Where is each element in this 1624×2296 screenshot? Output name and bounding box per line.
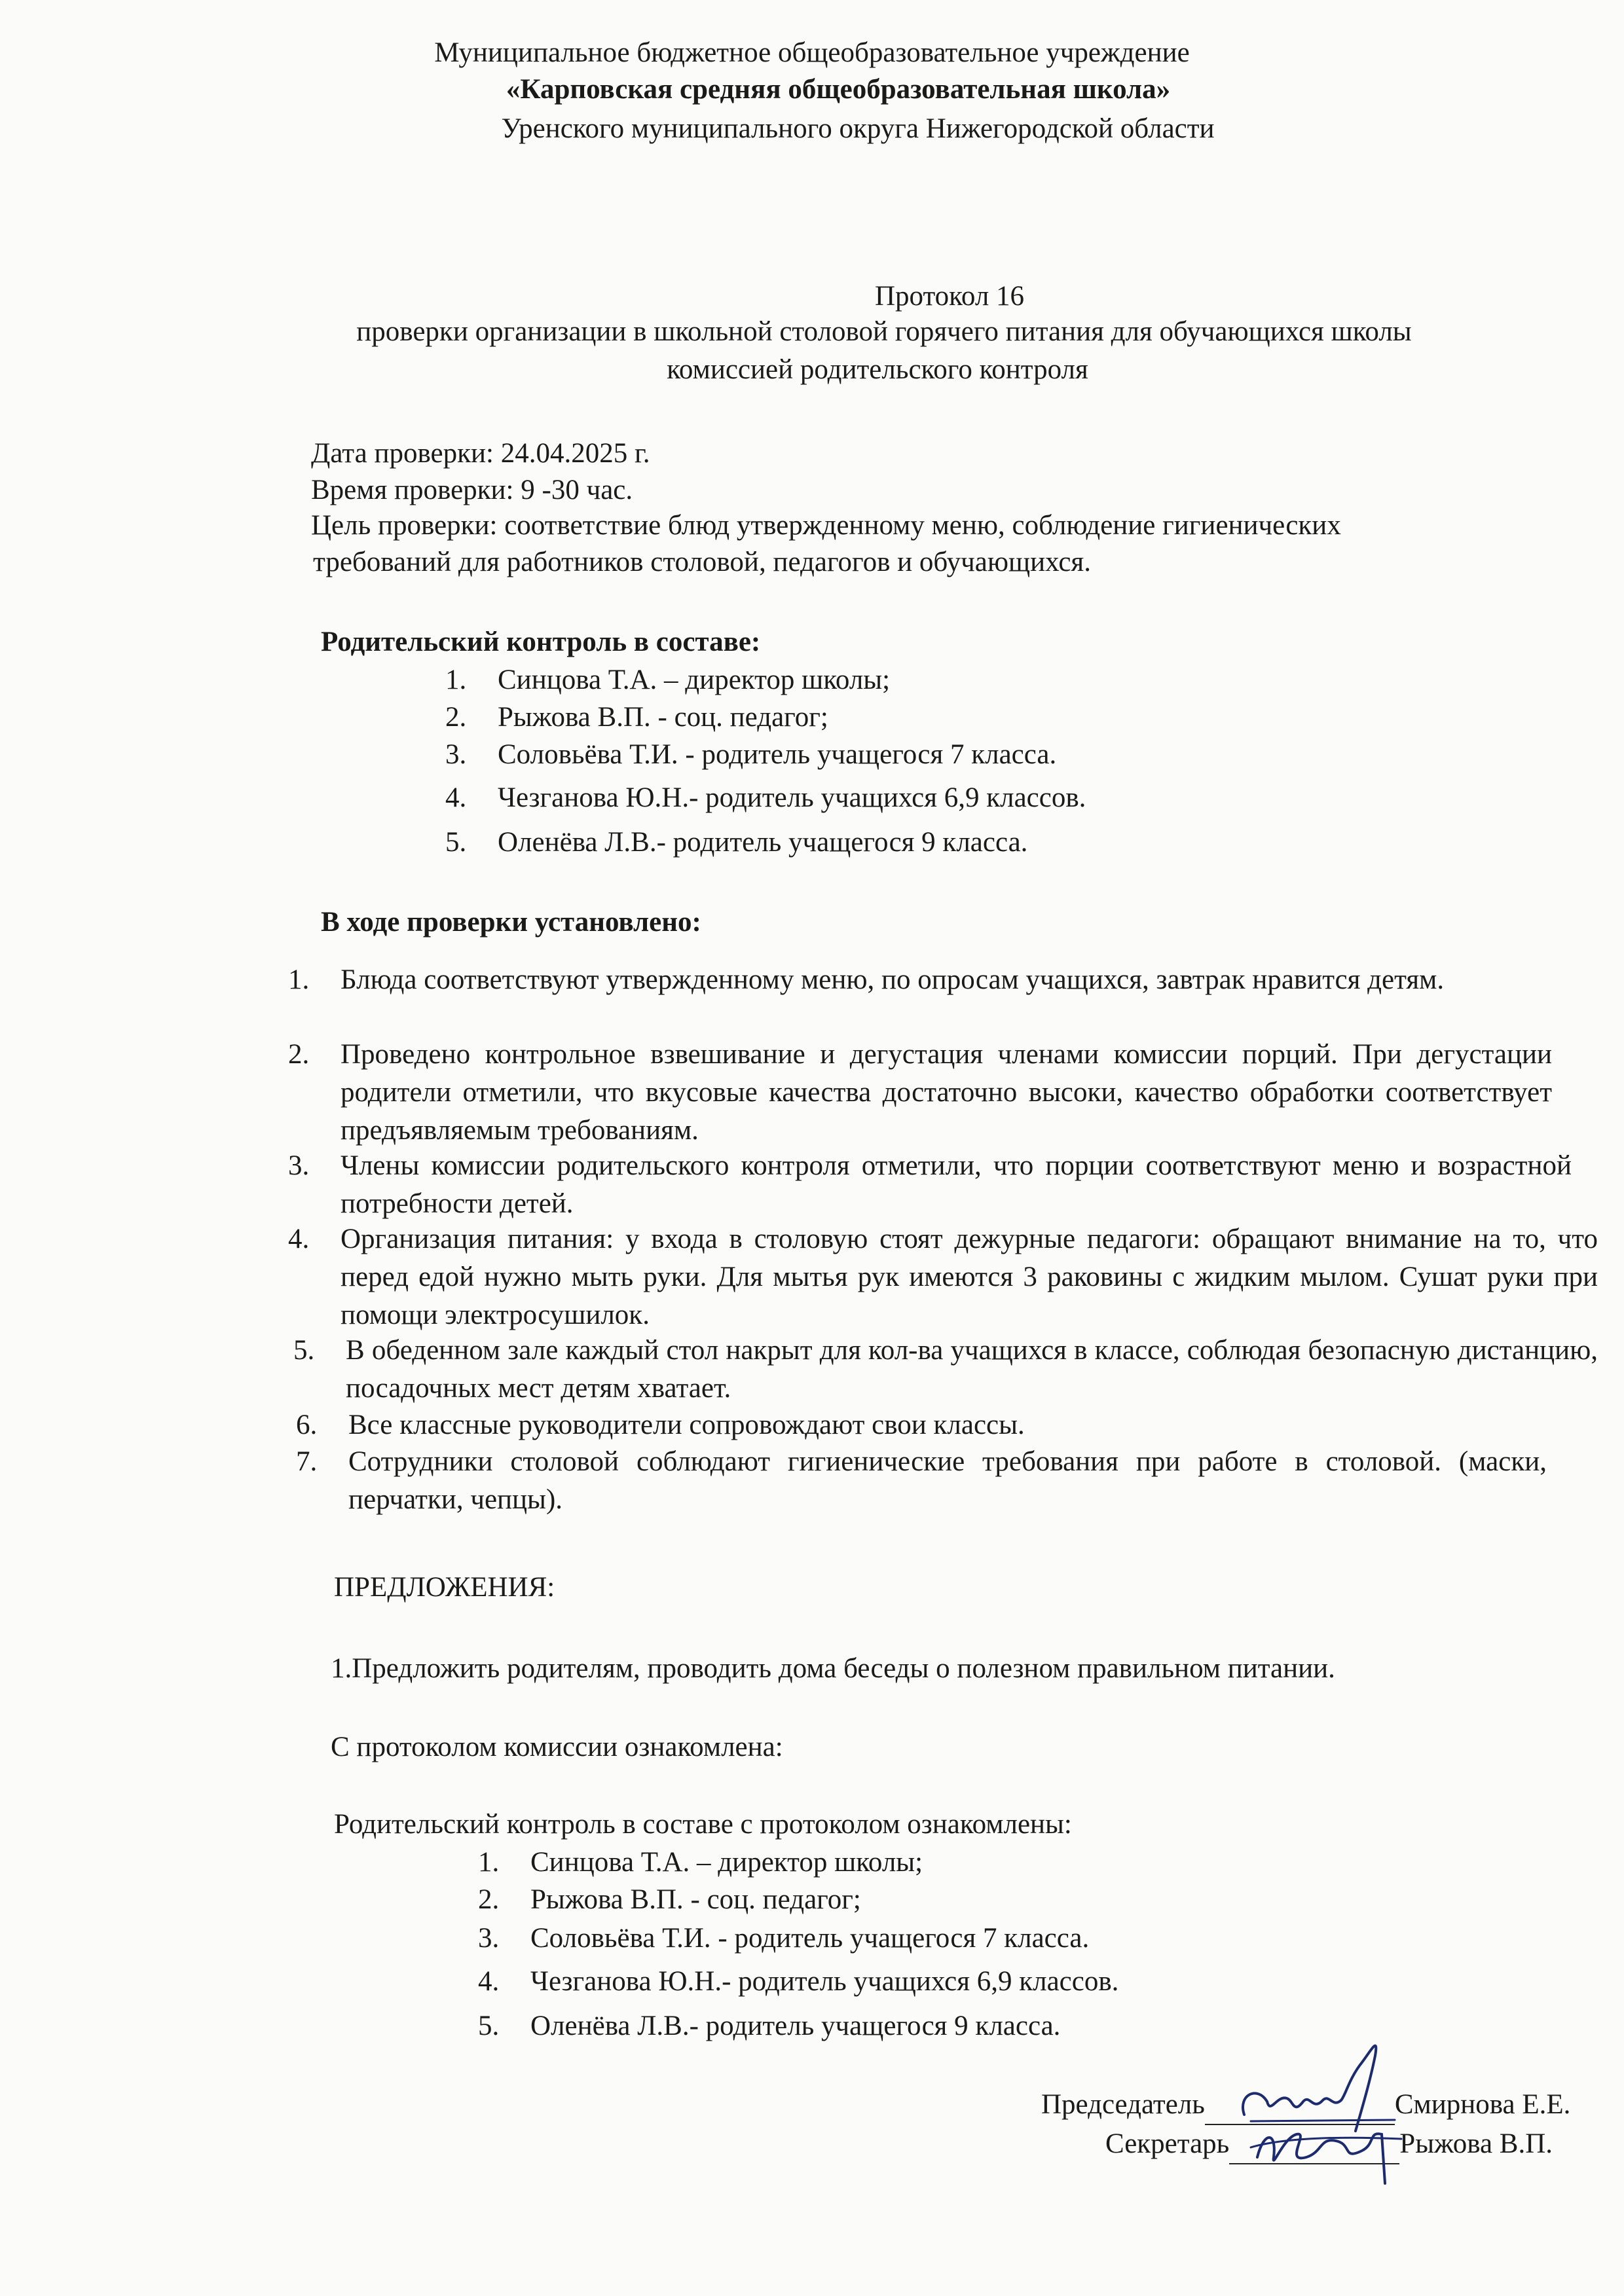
check-goal-line2: требований для работников столовой, педагогов и обучающихся.	[313, 547, 1091, 577]
acquaint-line1: С протоколом комиссии ознакомлена:	[331, 1732, 783, 1762]
acquaint-member: 4. Чезганова Ю.Н.- родитель учащихся 6,9 классов.	[478, 1966, 1119, 1997]
org-name-line3: Уренского муниципального округа Нижегородской области	[501, 113, 1215, 144]
finding-number: 6.	[296, 1410, 318, 1440]
chair-label: Председатель	[1041, 2089, 1205, 2120]
commission-member: 3. Соловьёва Т.И. - родитель учащегося 7 класса.	[445, 739, 1057, 770]
chair-name: Смирнова Е.Е.	[1394, 2089, 1571, 2120]
acquaint-member: 3. Соловьёва Т.И. - родитель учащегося 7 класса.	[478, 1923, 1090, 1954]
finding-number: 5.	[293, 1335, 315, 1366]
finding-item: В обеденном зале каждый стол накрыт для кол-ва учащихся в классе, соблюдая безопасную дистанцию, посадочных мест детям хватает.	[346, 1335, 1598, 1404]
check-time: Время проверки: 9 -30 час.	[311, 475, 633, 505]
org-name-line1: Муниципальное бюджетное общеобразовательное учреждение	[434, 37, 1190, 68]
commission-member: 4. Чезганова Ю.Н.- родитель учащихся 6,9 классов.	[445, 782, 1086, 813]
commission-member: 1. Синцова Т.А. – директор школы;	[445, 665, 891, 695]
acquaint-member: 1. Синцова Т.А. – директор школы;	[478, 1847, 923, 1878]
protocol-number: Протокол 16	[874, 281, 1025, 312]
secretary-label: Секретарь	[1105, 2128, 1230, 2159]
acquaint-member: 2. Рыжова В.П. - соц. педагог;	[478, 1884, 861, 1915]
finding-number: 7.	[296, 1446, 318, 1477]
commission-heading: Родительский контроль в составе:	[321, 627, 761, 657]
proposal-item: 1.Предложить родителям, проводить дома беседы о полезном правильном питании.	[331, 1653, 1335, 1684]
finding-item: Блюда соответствуют утвержденному меню, по опросам учащихся, завтрак нравится детям.	[341, 964, 1445, 995]
findings-heading: В ходе проверки установлено:	[321, 907, 701, 938]
finding-number: 2.	[288, 1039, 310, 1070]
finding-item: Сотрудники столовой соблюдают гигиенические требования при работе в столовой. (маски, перчатки, чепцы).	[348, 1446, 1547, 1515]
secretary-name: Рыжова В.П.	[1399, 2128, 1553, 2159]
commission-member: 5. Оленёва Л.В.- родитель учащегося 9 класса.	[445, 827, 1028, 858]
protocol-subject: проверки организации в школьной столовой горячего питания для обучающихся школы	[356, 316, 1412, 347]
proposals-heading: ПРЕДЛОЖЕНИЯ:	[334, 1572, 555, 1603]
finding-item: Члены комиссии родительского контроля отметили, что порции соответствуют меню и возрастной потребности детей.	[341, 1150, 1572, 1219]
finding-item: Все классные руководители сопровождают свои классы.	[348, 1410, 1025, 1440]
finding-number: 3.	[288, 1150, 310, 1181]
finding-item: Организация питания: у входа в столовую стоят дежурные педагоги: обращают внимание на то, что перед едой нужно мыть руки. Для мытья рук имеются 3 раковины с жидким мылом. Сушат руки при помощи электросушилок.	[341, 1224, 1598, 1330]
secretary-handwritten-signature	[1244, 2111, 1414, 2190]
protocol-commission: комиссией родительского контроля	[667, 354, 1088, 385]
acquaint-member: 5. Оленёва Л.В.- родитель учащегося 9 класса.	[478, 2011, 1061, 2041]
check-date: Дата проверки: 24.04.2025 г.	[311, 438, 650, 469]
commission-member: 2. Рыжова В.П. - соц. педагог;	[445, 702, 828, 733]
check-goal-line1: Цель проверки: соответствие блюд утвержденному меню, соблюдение гигиенических	[311, 510, 1341, 541]
finding-number: 1.	[288, 964, 310, 995]
finding-item: Проведено контрольное взвешивание и дегустация членами комиссии порций. При дегустации родители отметили, что вкусовые качества достаточно высоки, качество обработки соответствует предъявляемым требованиям.	[341, 1039, 1552, 1146]
school-name: «Карповская средняя общеобразовательная школа»	[506, 74, 1171, 105]
finding-number: 4.	[288, 1224, 310, 1254]
acquaint-line2: Родительский контроль в составе с протоколом ознакомлены:	[334, 1809, 1072, 1840]
